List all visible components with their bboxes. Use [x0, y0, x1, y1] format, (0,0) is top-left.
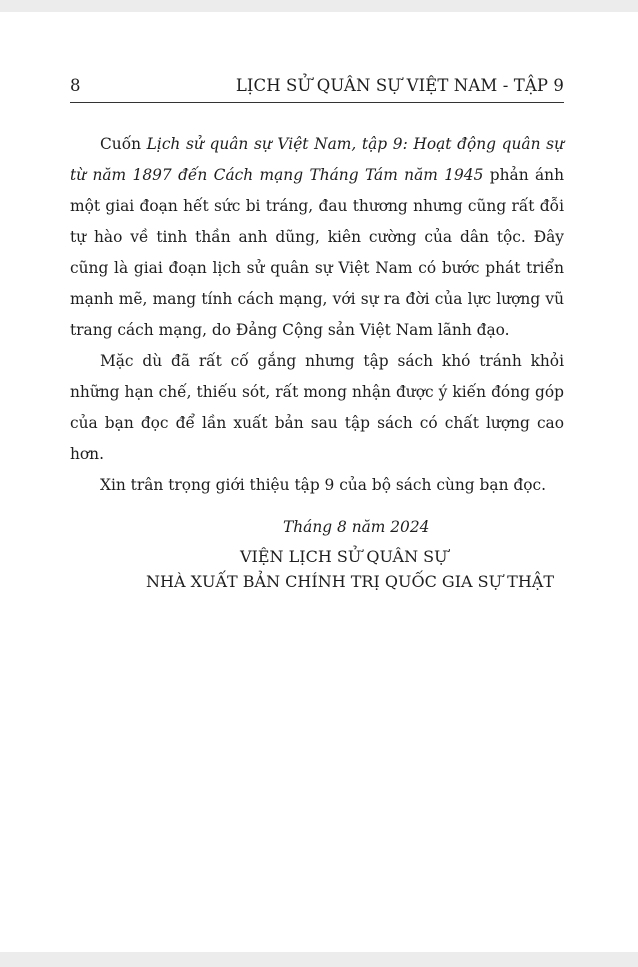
signature-institute: VIỆN LỊCH SỬ QUÂN SỰ: [240, 547, 448, 566]
book-page: [0, 12, 638, 952]
running-title: LỊCH SỬ QUÂN SỰ VIỆT NAM - TẬP 9: [235, 76, 564, 95]
paragraph-intro-lead: Cuốn: [100, 135, 147, 153]
paragraph-apology: Mặc dù đã rất cố gắng nhưng tập sách khó tránh khỏi những hạn chế, thiếu sót, rất mong nhận được ý kiến đóng góp của bạn đọc để lần xuất bản sau tập sách có chất lượng cao hơn.: [70, 352, 564, 463]
book-title-italic: Lịch sử quân sự Việt Nam, tập 9: Hoạt động quân sự từ năm 1897 đến Cách mạng Tháng Tám năm 1945: [70, 135, 564, 184]
paragraph-intro-rest: phản ánh một giai đoạn hết sức bi tráng, đau thương nhưng cũng rất đỗi tự hào về tinh thần anh dũng, kiên cường của dân tộc. Đây cũng là giai đoạn lịch sử quân sự Việt Nam có bước phát triển mạnh mẽ, mang tính cách mạng, với sự ra đời của lực lượng vũ trang cách mạng, do Đảng Cộng sản Việt Nam lãnh đạo.: [70, 166, 564, 339]
page-body: [70, 129, 564, 501]
signature-date: Tháng 8 năm 2024: [283, 518, 430, 536]
page-number: 8: [70, 76, 81, 95]
paragraph-intro: [70, 129, 564, 346]
signature-publisher: NHÀ XUẤT BẢN CHÍNH TRỊ QUỐC GIA SỰ THẬT: [146, 572, 555, 591]
paragraph-introduction-closing: Xin trân trọng giới thiệu tập 9 của bộ sách cùng bạn đọc.: [100, 476, 547, 494]
page-header: [70, 74, 564, 103]
